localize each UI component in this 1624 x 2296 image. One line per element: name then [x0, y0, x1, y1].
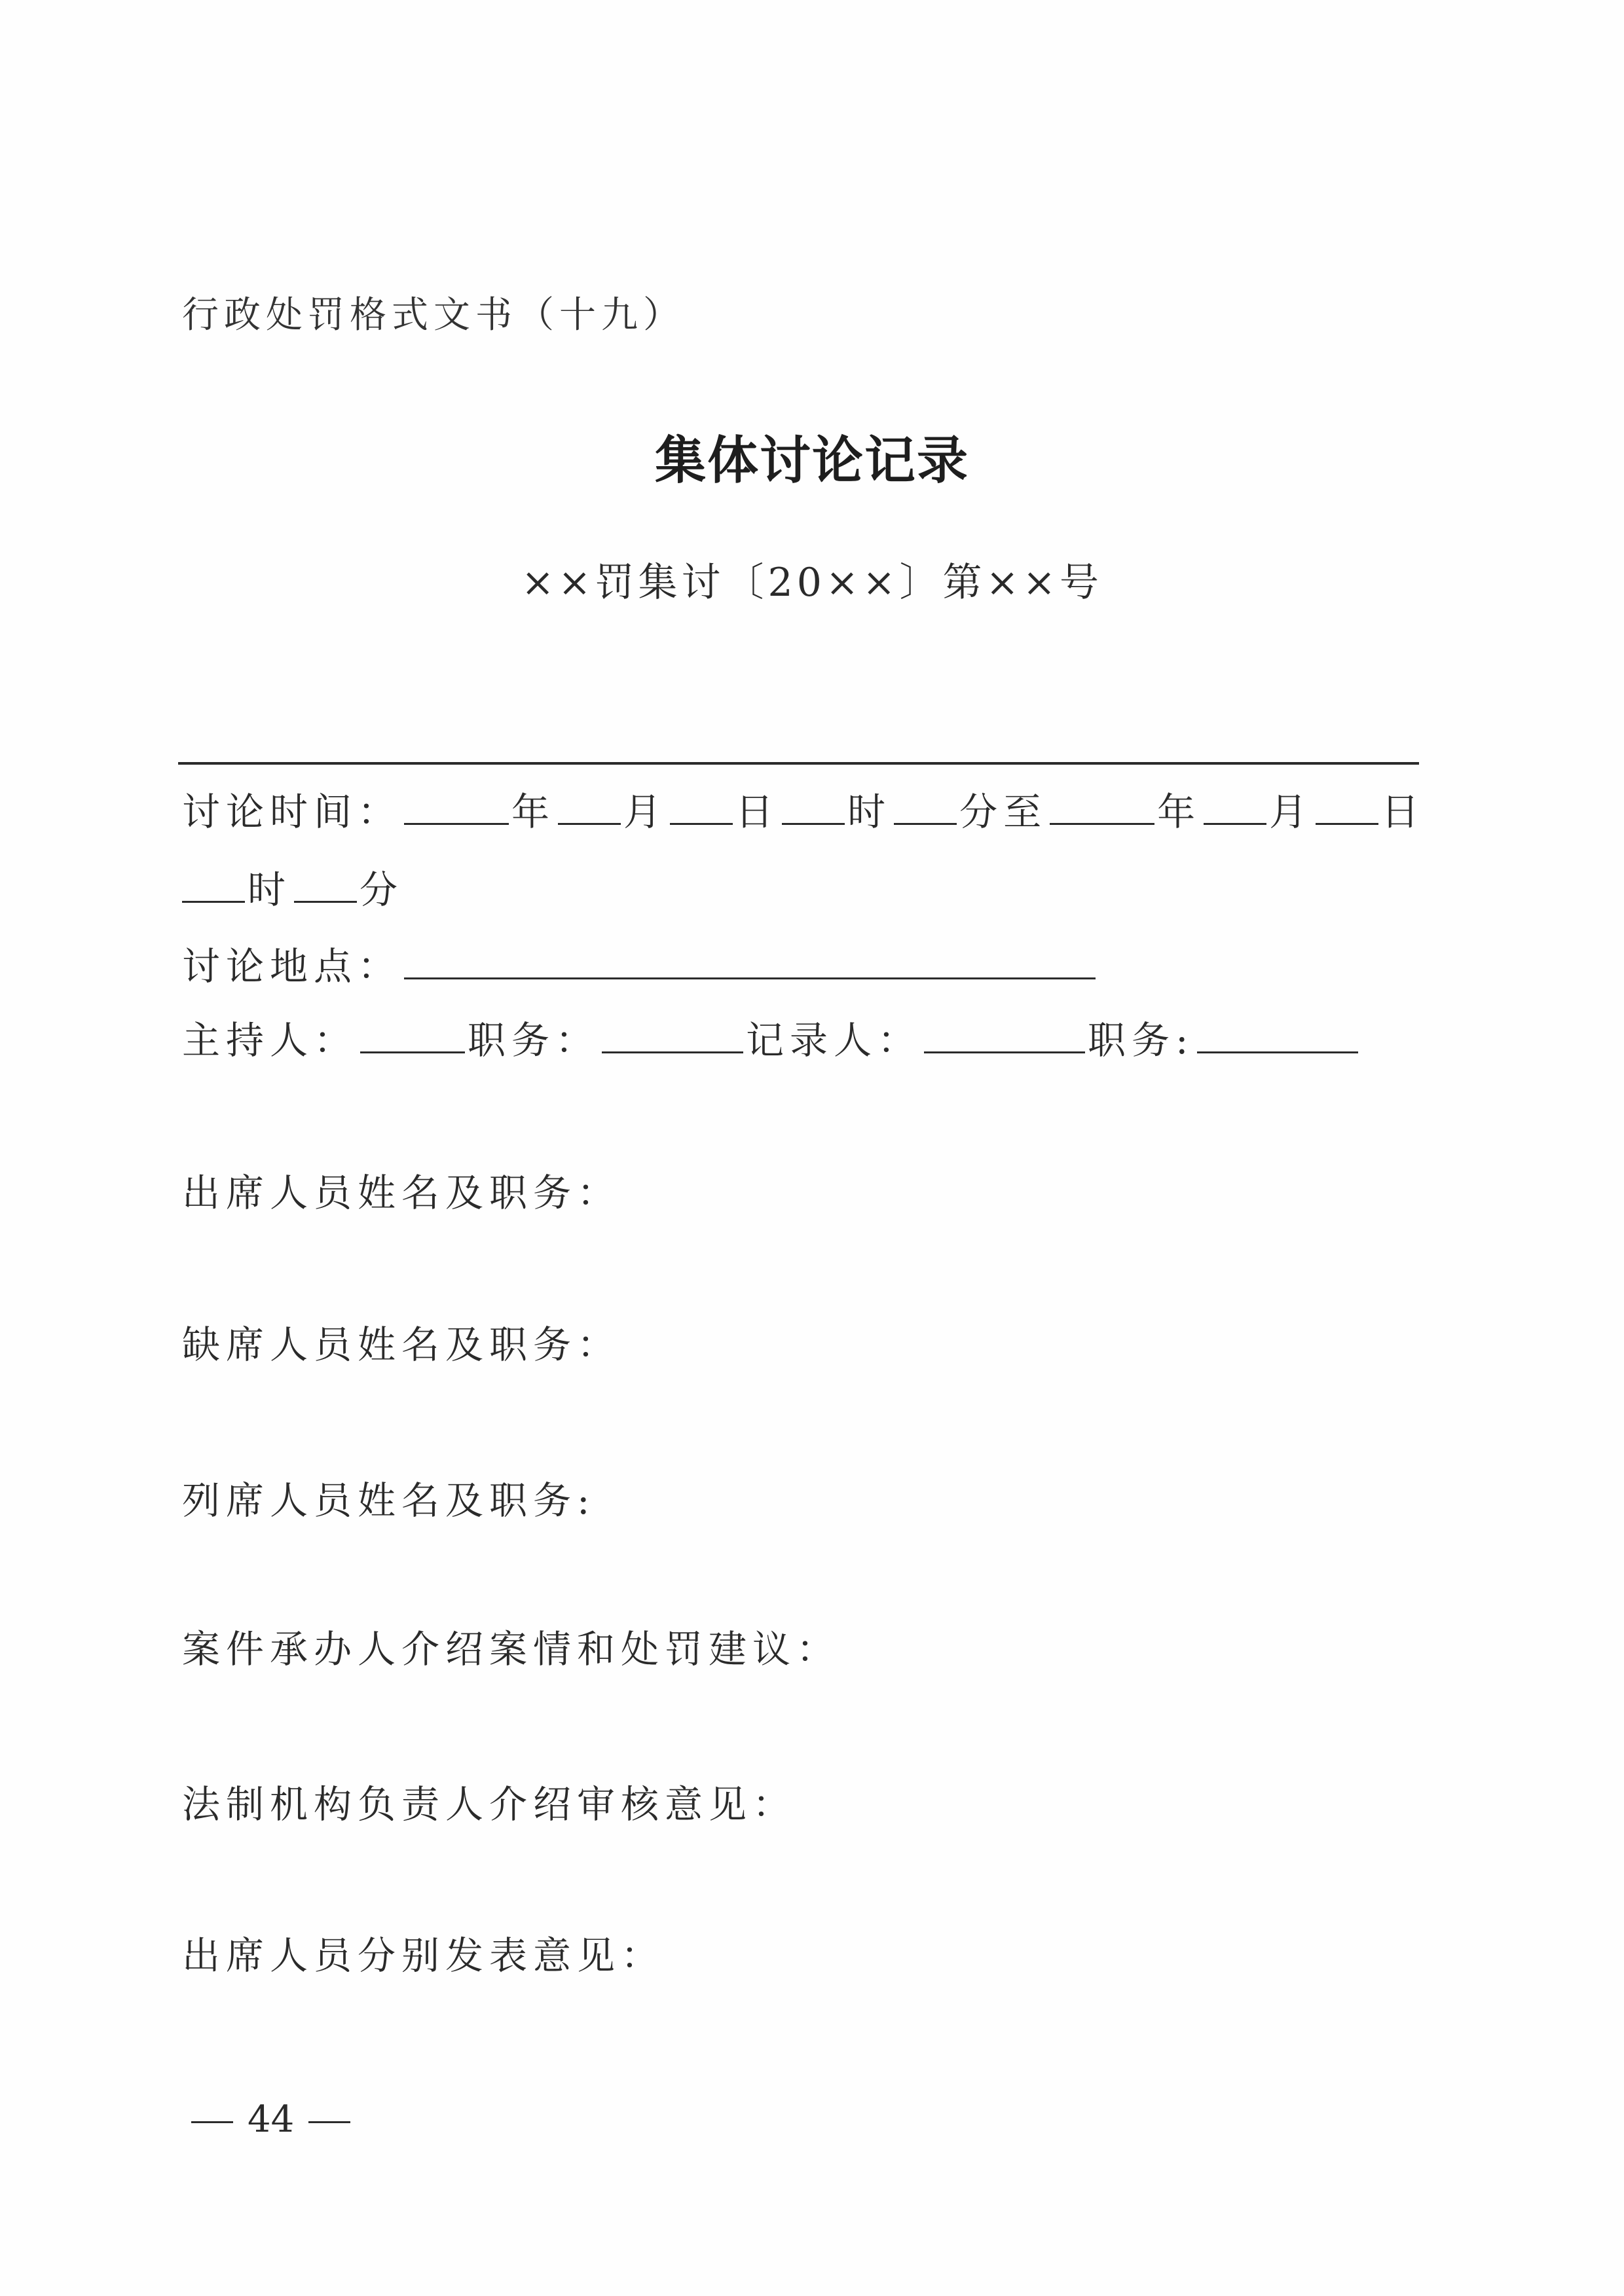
start-year-blank[interactable]	[404, 790, 509, 825]
recorder-duty-label: 职务:	[1088, 1018, 1194, 1063]
host-recorder-row	[182, 1018, 1361, 1063]
discussion-time-row-cont	[182, 867, 404, 912]
legal-review-field: 法制机构负责人介绍审核意见：	[182, 1782, 797, 1827]
opinions-field: 出席人员分别发表意见：	[182, 1933, 665, 1978]
document-title: 集体讨论记录	[654, 431, 969, 490]
separator-rule	[178, 762, 1419, 765]
minute-to-unit: 分至	[959, 790, 1048, 834]
end-month-blank[interactable]	[1204, 790, 1266, 825]
end-year-blank[interactable]	[1050, 790, 1154, 825]
host-duty-blank[interactable]	[602, 1019, 743, 1053]
hour-unit: 时	[248, 867, 292, 912]
document-series-header: 行政处罚格式文书（十九）	[182, 294, 685, 337]
day-unit: 日	[1381, 790, 1426, 834]
page-number-value: 44	[248, 2098, 295, 2141]
year-unit: 年	[1157, 790, 1202, 834]
document-number: ××罚集讨〔20××〕第××号	[521, 560, 1103, 606]
discussion-place-blank[interactable]	[404, 945, 1096, 979]
recorder-duty-blank[interactable]	[1197, 1019, 1358, 1053]
start-minute-blank[interactable]	[894, 790, 957, 825]
absentees-field: 缺席人员姓名及职务：	[182, 1322, 621, 1367]
page-number	[177, 2098, 365, 2141]
month-unit: 月	[623, 790, 668, 834]
recorder-label: 记录人：	[746, 1018, 922, 1063]
end-minute-blank[interactable]	[294, 868, 357, 903]
discussion-place-row	[182, 944, 1098, 989]
discussion-time-label: 讨论时间：	[182, 790, 402, 834]
host-duty-label: 职务：	[468, 1018, 600, 1063]
month-unit: 月	[1269, 790, 1314, 834]
dash-left	[191, 2121, 233, 2123]
recorder-blank[interactable]	[924, 1019, 1085, 1053]
attendees-field: 出席人员姓名及职务：	[182, 1171, 621, 1215]
minute-unit: 分	[360, 867, 404, 912]
end-day-blank[interactable]	[1316, 790, 1378, 825]
day-unit: 日	[735, 790, 780, 834]
discussion-place-label: 讨论地点：	[182, 944, 402, 989]
host-blank[interactable]	[360, 1019, 465, 1053]
dash-right	[308, 2121, 350, 2123]
observers-field: 列席人员姓名及职务:	[182, 1478, 596, 1523]
year-unit: 年	[511, 790, 556, 834]
start-day-blank[interactable]	[670, 790, 733, 825]
case-introduction-field: 案件承办人介绍案情和处罚建议：	[182, 1627, 841, 1671]
start-hour-blank[interactable]	[782, 790, 845, 825]
discussion-time-row	[182, 790, 1426, 834]
host-label: 主持人：	[182, 1018, 358, 1063]
end-hour-blank[interactable]	[182, 868, 245, 903]
hour-unit: 时	[847, 790, 892, 834]
start-month-blank[interactable]	[558, 790, 621, 825]
